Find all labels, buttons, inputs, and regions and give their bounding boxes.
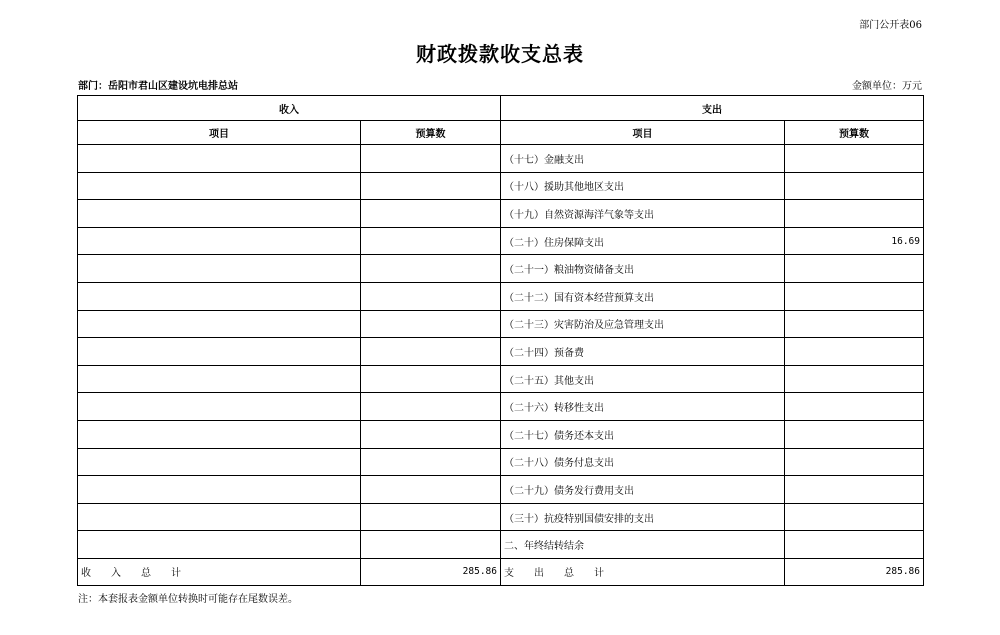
income-item-cell [78, 476, 361, 504]
table-row [78, 338, 924, 366]
income-item-cell [78, 338, 361, 366]
expense-item-cell: （二十九）债务发行费用支出 [501, 476, 785, 504]
expense-item-cell: （二十七）债务还本支出 [501, 420, 785, 448]
income-item-cell [78, 365, 361, 393]
income-amount-cell [361, 172, 501, 200]
table-row [78, 172, 924, 200]
income-amount-cell [361, 393, 501, 421]
expense-item-cell: （二十四）预备费 [501, 338, 785, 366]
expense-item-header: 项目 [501, 121, 785, 145]
income-item-cell [78, 227, 361, 255]
income-amount-cell [361, 227, 501, 255]
expense-item-cell: （十七）金融支出 [501, 145, 785, 173]
table-row [78, 227, 924, 255]
table-row [78, 255, 924, 283]
table-row [78, 200, 924, 228]
department-label: 部门：岳阳市君山区建设坑电排总站 [78, 81, 238, 92]
income-item-cell [78, 255, 361, 283]
table-row [78, 365, 924, 393]
income-amount-cell [361, 200, 501, 228]
form-code: 部门公开表06 [859, 20, 922, 31]
income-amount-cell [361, 338, 501, 366]
expense-amount-cell: 16.69 [785, 227, 924, 255]
expense-amount-cell [785, 172, 924, 200]
expense-budget-header: 预算数 [785, 121, 924, 145]
expense-amount-cell [785, 365, 924, 393]
income-header: 收入 [78, 96, 501, 121]
expense-amount-cell [785, 503, 924, 531]
income-amount-cell [361, 503, 501, 531]
table-header-row-sections [78, 96, 924, 121]
income-item-cell [78, 200, 361, 228]
expense-item-cell: （二十二）国有资本经营预算支出 [501, 282, 785, 310]
income-item-cell [78, 282, 361, 310]
expense-amount-cell [785, 255, 924, 283]
expense-amount-cell [785, 476, 924, 504]
income-item-cell [78, 393, 361, 421]
income-item-header: 项目 [78, 121, 361, 145]
expense-amount-cell [785, 531, 924, 559]
expense-amount-cell [785, 420, 924, 448]
amount-unit-label: 金额单位：万元 [852, 81, 922, 92]
income-amount-cell [361, 420, 501, 448]
income-item-cell [78, 420, 361, 448]
income-total-label: 收 入 总 计 [78, 558, 361, 585]
table-row [78, 448, 924, 476]
table-row [78, 393, 924, 421]
table-row [78, 310, 924, 338]
income-amount-cell [361, 282, 501, 310]
table-row [78, 476, 924, 504]
expense-item-cell: （二十三）灾害防治及应急管理支出 [501, 310, 785, 338]
income-item-cell [78, 448, 361, 476]
expense-amount-cell [785, 200, 924, 228]
expense-item-cell: （十八）援助其他地区支出 [501, 172, 785, 200]
income-total-amount: 285.86 [361, 558, 501, 585]
income-amount-cell [361, 448, 501, 476]
expense-amount-cell [785, 448, 924, 476]
expense-item-cell: （二十一）粮油物资储备支出 [501, 255, 785, 283]
income-amount-cell [361, 365, 501, 393]
income-item-cell [78, 145, 361, 173]
income-amount-cell [361, 476, 501, 504]
expense-item-cell: （二十六）转移性支出 [501, 393, 785, 421]
expense-amount-cell [785, 393, 924, 421]
expense-amount-cell [785, 310, 924, 338]
expense-total-label: 支 出 总 计 [501, 558, 785, 585]
budget-table [77, 95, 924, 586]
expense-item-cell: 二、年终结转结余 [501, 531, 785, 559]
expense-amount-cell [785, 282, 924, 310]
footnote: 注：本套报表金额单位转换时可能存在尾数误差。 [78, 594, 298, 605]
table-row [78, 531, 924, 559]
expense-header: 支出 [501, 96, 924, 121]
expense-item-cell: （十九）自然资源海洋气象等支出 [501, 200, 785, 228]
table-row [78, 282, 924, 310]
income-amount-cell [361, 255, 501, 283]
page-title: 财政拨款收支总表 [416, 42, 584, 66]
total-row [78, 558, 924, 585]
expense-amount-cell [785, 338, 924, 366]
table-row [78, 420, 924, 448]
expense-amount-cell [785, 145, 924, 173]
expense-item-cell: （三十）抗疫特别国债安排的支出 [501, 503, 785, 531]
income-amount-cell [361, 531, 501, 559]
table-row [78, 145, 924, 173]
income-amount-cell [361, 310, 501, 338]
income-item-cell [78, 531, 361, 559]
expense-item-cell: （二十八）债务付息支出 [501, 448, 785, 476]
table-row [78, 503, 924, 531]
table-header-row-columns [78, 121, 924, 145]
expense-total-amount: 285.86 [785, 558, 924, 585]
income-item-cell [78, 503, 361, 531]
income-item-cell [78, 172, 361, 200]
expense-item-cell: （二十）住房保障支出 [501, 227, 785, 255]
income-budget-header: 预算数 [361, 121, 501, 145]
expense-item-cell: （二十五）其他支出 [501, 365, 785, 393]
income-amount-cell [361, 145, 501, 173]
income-item-cell [78, 310, 361, 338]
